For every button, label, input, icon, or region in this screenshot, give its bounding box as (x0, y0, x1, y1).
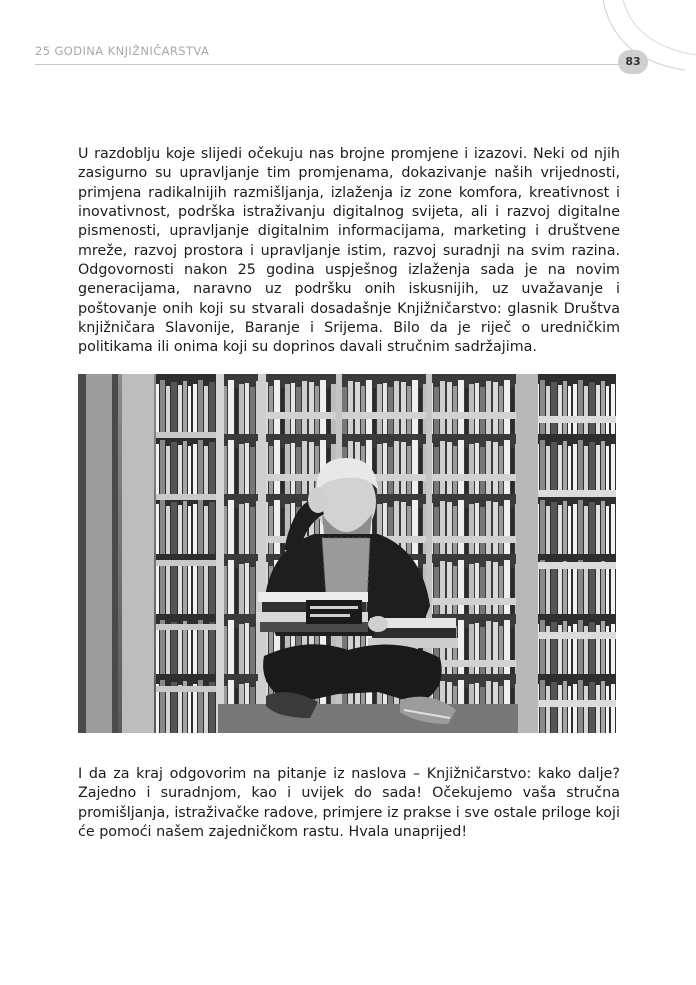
running-header: 25 GODINA KNJIŽNIČARSTVA (35, 44, 210, 58)
page-number: 83 (618, 50, 648, 74)
body-paragraph-1: U razdoblju koje slijedi očekuju nas brojne promjene i izazovi. Neki od njih zasigurno su upravljanje tim promjenama, dokazivanje naših vrijednosti, primjena radikalnijih razmišljanja, izlaženja iz zone komfora, kreativnost i inovativnost, podrška istraživanju digitalnog svijeta, ali i razvoj digitalne pismenosti, upravljanje digitalnim informacijama, marketing i društvene mreže, razvoj prostora i upravljanje istim, razvoj suradnji na svim razina. Odgovornosti nakon 25 godina uspješnog izlaženja sada je na novim generacijama, naravno uz podršku onih iskusnijih, uz uvažavanje i poštovanje onih koji su stvarali dosadašnje Knjižničarstvo: glasnik Društva knjižničara Slavonije, Baranje i Srijema. Bilo da je riječ o uredničkim politikama ili onima koji su doprinos davali stručnim sadržajima. (78, 146, 620, 356)
photo-man-with-books-in-library (78, 374, 616, 733)
header-divider (35, 64, 625, 65)
body-paragraph-2: I da za kraj odgovorim na pitanje iz naslova – Knjižničarstvo: kako dalje? Zajedno i suradnjom, kao i uvijek do sada! Očekujemo vaša stručna promišljanja, istraživačke radove, primjere iz prakse i sve ostale priloge koji će pomoći našem zajedničkom rastu. Hvala unaprijed! (78, 766, 620, 841)
decorative-arcs (575, 0, 696, 90)
